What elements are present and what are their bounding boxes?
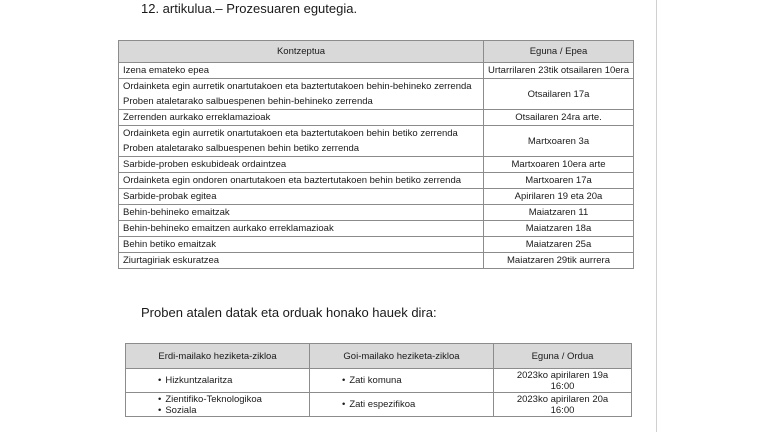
when-cell [494,393,632,417]
date-cell: Martxoaren 3a [484,126,634,157]
goi-cell [310,393,494,417]
goi-text: • Zati komuna [314,375,489,386]
erdi-cell [126,369,310,393]
sections-body [126,369,632,417]
concept-cell [119,221,484,237]
concept-text: Izena emateko epea [123,65,210,76]
calendar-table [118,40,634,269]
concept-cell [119,126,484,157]
concept-text: Behin-behineko emaitzak [123,207,230,218]
date-cell: Urtarrilaren 23tik otsailaren 10era [484,63,634,79]
concept-text: Proben ataletarako salbuespenen behin-behineko zerrenda [123,96,373,107]
date-cell: Maiatzaren 25a [484,237,634,253]
calendar-header-row [119,41,634,63]
concept-cell [119,173,484,189]
page-edge-line [656,0,657,432]
table-row [119,189,634,205]
when-text: 16:00 [550,380,575,392]
concept-text: Sarbide-proben eskubideak ordaintzea [123,159,287,170]
concept-cell [119,237,484,253]
calendar-body [119,63,634,269]
table-row [119,126,634,157]
when-text: 2023ko apirilaren 19a [516,369,609,381]
concept-text: Sarbide-probak egitea [123,191,217,202]
concept-text: Proben ataletarako salbuespenen behin betiko zerrenda [123,143,360,154]
table-row [119,157,634,173]
table-row [119,63,634,79]
table-row [126,393,632,417]
date-cell: Otsailaren 24ra arte. [484,110,634,126]
header-concept: Kontzeptua [119,41,484,63]
concept-cell [119,189,484,205]
when-text: 16:00 [550,404,575,416]
erdi-text: • Hizkuntzalaritza [130,375,305,386]
sections-table [125,343,632,417]
article-heading: 12. artikulua.– Prozesuaren egutegia. [141,1,358,16]
concept-text: Ziurtagiriak eskuratzea [123,255,220,266]
erdi-cell [126,393,310,417]
table-row [119,173,634,189]
concept-text: Behin-behineko emaitzen aurkako erreklamazioak [123,223,334,234]
concept-text: Ordainketa egin aurretik onartutakoen eta baztertutakoen behin-behineko zerrenda [123,81,472,92]
date-cell: Maiatzaren 29tik aurrera [484,253,634,269]
when-text: 2023ko apirilaren 20a [516,393,609,405]
sections-header-row [126,344,632,369]
concept-text: Behin betiko emaitzak [123,239,216,250]
date-cell: Maiatzaren 18a [484,221,634,237]
concept-cell [119,110,484,126]
header-goi: Goi-mailako heziketa-zikloa [310,344,494,369]
concept-cell [119,205,484,221]
sections-heading: Proben atalen datak eta orduak honako hauek dira: [141,305,437,320]
table-row [119,221,634,237]
concept-text: Ordainketa egin aurretik onartutakoen eta baztertutakoen behin betiko zerrenda [123,128,458,139]
concept-cell [119,253,484,269]
date-cell: Maiatzaren 11 [484,205,634,221]
table-row [126,369,632,393]
concept-cell [119,157,484,173]
concept-cell [119,79,484,110]
date-cell: Otsailaren 17a [484,79,634,110]
erdi-text: • Zientifiko-Teknologikoa [130,394,305,405]
header-erdi: Erdi-mailako heziketa-zikloa [126,344,310,369]
erdi-text: • Soziala [130,405,305,416]
goi-cell [310,369,494,393]
table-row [119,253,634,269]
concept-cell [119,63,484,79]
table-row [119,205,634,221]
table-row [119,79,634,110]
header-when: Eguna / Ordua [494,344,632,369]
concept-text: Zerrenden aurkako erreklamazioak [123,112,271,123]
concept-text: Ordainketa egin ondoren onartutakoen eta baztertutakoen behin betiko zerrenda [123,175,462,186]
goi-text: • Zati espezifikoa [314,399,489,410]
table-row [119,237,634,253]
table-row [119,110,634,126]
date-cell: Martxoaren 17a [484,173,634,189]
date-cell: Apirilaren 19 eta 20a [484,189,634,205]
when-cell [494,369,632,393]
date-cell: Martxoaren 10era arte [484,157,634,173]
header-date: Eguna / Epea [484,41,634,63]
